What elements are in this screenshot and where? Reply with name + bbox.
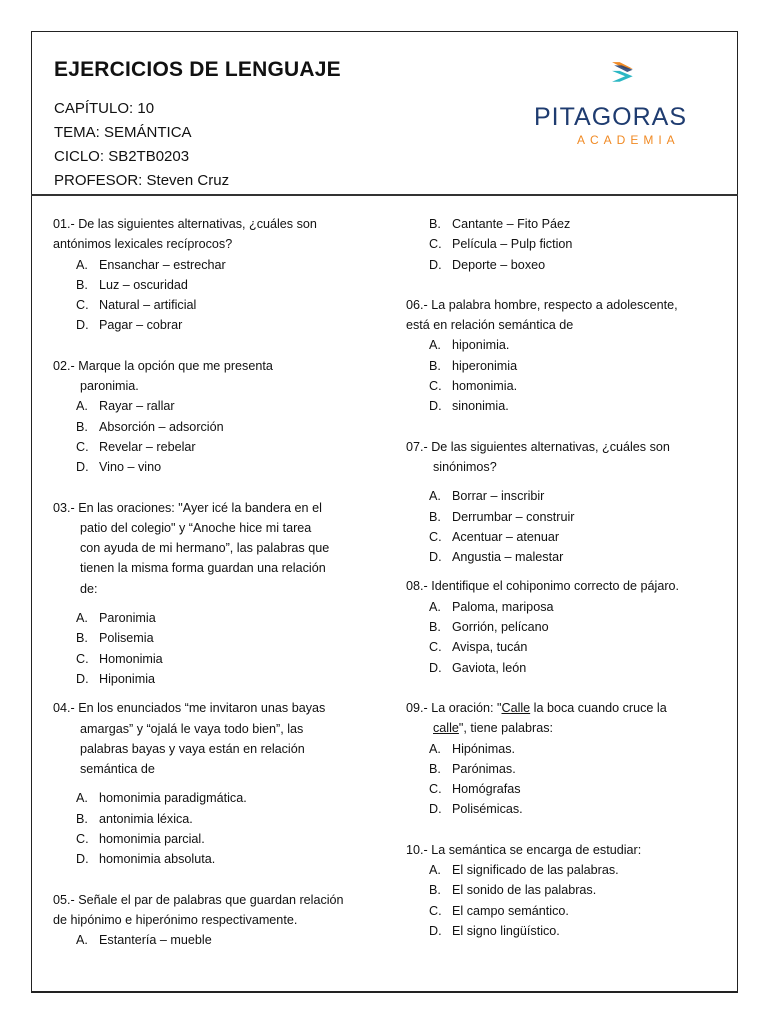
option-letter: D. [429, 257, 442, 272]
question-5-continued [406, 214, 715, 275]
option-text: homonimia. [452, 379, 518, 394]
option-letter: C. [429, 903, 442, 918]
option-text: Angustia – malestar [452, 550, 564, 565]
option-b[interactable] [406, 214, 715, 234]
option-text: hiponimia. [452, 338, 510, 353]
option-text: Gorrión, pelícano [452, 620, 549, 635]
cycle-line [54, 148, 189, 165]
option-b[interactable] [53, 809, 362, 829]
option-b[interactable] [53, 417, 362, 437]
question-9 [406, 698, 715, 820]
option-b[interactable] [406, 507, 715, 527]
option-text: Absorción – adsorción [99, 419, 224, 434]
option-letter: A. [429, 599, 441, 614]
topic-label: TEMA: [54, 124, 100, 141]
question-text: palabras bayas y vaya están en relación [80, 741, 305, 756]
question-text: 10.- La semántica se encarga de estudiar: [406, 842, 642, 857]
question-text: 06.- La palabra hombre, respecto a adolescente, [406, 297, 678, 312]
page-title: EJERCICIOS DE LENGUAJE [54, 58, 341, 81]
left-column [53, 214, 362, 951]
question-8 [406, 576, 715, 677]
option-letter: D. [76, 318, 89, 333]
option-d[interactable] [406, 921, 715, 941]
option-d[interactable] [406, 396, 715, 416]
option-text: Vino – vino [99, 460, 162, 475]
question-text: 04.- En los enunciados “me invitaron unas bayas [53, 701, 326, 716]
logo-name: PITAGORAS [534, 103, 688, 131]
option-letter: D. [429, 660, 442, 675]
option-b[interactable] [53, 628, 362, 648]
option-a[interactable] [53, 608, 362, 628]
option-letter: A. [429, 489, 441, 504]
option-letter: A. [76, 611, 88, 626]
option-d[interactable] [406, 799, 715, 819]
question-text: de: [80, 581, 98, 596]
option-text: El campo semántico. [452, 903, 569, 918]
option-text: sinonimia. [452, 399, 509, 414]
question-text: 08.- Identifique el cohiponimo correcto de pájaro. [406, 579, 680, 594]
cycle-label: CICLO: [54, 148, 105, 165]
topic-value: SEMÁNTICA [104, 124, 192, 141]
option-d[interactable] [53, 457, 362, 477]
option-text: Estantería – mueble [99, 933, 212, 948]
chapter-line [54, 100, 154, 117]
option-letter: D. [429, 802, 442, 817]
option-text: Hipónimas. [452, 741, 515, 756]
option-c[interactable] [53, 437, 362, 457]
question-7 [406, 437, 715, 568]
chapter-label: CAPÍTULO: [54, 100, 134, 117]
teacher-value: Steven Cruz [146, 172, 230, 189]
option-letter: D. [429, 923, 442, 938]
option-a[interactable] [406, 739, 715, 759]
option-letter: B. [429, 620, 441, 635]
question-3 [53, 498, 362, 690]
option-letter: B. [429, 883, 441, 898]
option-letter: A. [76, 791, 88, 806]
option-letter: B. [76, 811, 88, 826]
question-text: amargas” y “ojalá le vaya todo bien”, las [80, 721, 304, 736]
option-c[interactable] [406, 901, 715, 921]
option-d[interactable] [406, 255, 715, 275]
option-text: Revelar – rebelar [99, 439, 196, 454]
option-text: Película – Pulp fiction [452, 237, 573, 252]
option-b[interactable] [406, 759, 715, 779]
option-letter: C. [76, 832, 89, 847]
option-text: Homógrafas [452, 782, 521, 797]
option-text: Cantante – Fito Páez [452, 217, 571, 231]
option-text: El sonido de las palabras. [452, 883, 597, 898]
option-letter: D. [429, 550, 442, 565]
question-text: 01.- De las siguientes alternativas, ¿cuáles son [53, 217, 317, 231]
question-text: 07.- De las siguientes alternativas, ¿cuáles son [406, 439, 670, 454]
option-letter: B. [76, 631, 88, 646]
question-text: patio del colegio" y “Anoche hice mi tarea [80, 520, 312, 535]
option-letter: D. [76, 671, 89, 686]
option-letter: D. [76, 852, 89, 867]
right-column [406, 214, 715, 941]
option-b[interactable] [53, 275, 362, 295]
option-d[interactable] [53, 669, 362, 689]
option-text: Gaviota, león [452, 660, 527, 675]
option-a[interactable] [406, 860, 715, 880]
option-text: Derrumbar – construir [452, 509, 575, 524]
option-d[interactable] [406, 547, 715, 567]
option-letter: A. [76, 933, 88, 948]
option-text: Avispa, tucán [452, 640, 528, 655]
question-text: 03.- En las oraciones: "Ayer icé la bandera en el [53, 500, 322, 515]
option-b[interactable] [406, 880, 715, 900]
header-divider [31, 194, 738, 196]
option-letter: B. [429, 761, 441, 776]
chapter-value: 10 [137, 100, 155, 117]
question-10 [406, 840, 715, 941]
option-letter: D. [429, 399, 442, 414]
option-letter: A. [429, 741, 441, 756]
option-letter: B. [76, 277, 88, 292]
option-c[interactable] [53, 829, 362, 849]
question-2 [53, 356, 362, 478]
option-letter: A. [429, 863, 441, 878]
option-text: Natural – artificial [99, 298, 197, 313]
option-a[interactable] [406, 597, 715, 617]
option-letter: C. [429, 379, 442, 394]
question-1 [53, 214, 362, 336]
question-text: sinónimos? [433, 459, 497, 474]
option-letter: C. [76, 651, 89, 666]
option-c[interactable] [406, 637, 715, 657]
question-4 [53, 698, 362, 869]
question-text: paronimia. [80, 379, 139, 394]
option-b[interactable] [406, 356, 715, 376]
option-a[interactable] [53, 930, 362, 950]
option-a[interactable] [53, 255, 362, 275]
question-text-part: ", tiene palabras: [458, 721, 553, 736]
option-text: homonimia parcial. [99, 832, 205, 847]
teacher-label: PROFESOR: [54, 172, 143, 189]
bottom-divider [31, 991, 738, 993]
option-text: Homonimia [99, 651, 163, 666]
question-text: está en relación semántica de [406, 318, 574, 333]
logo-subtitle: ACADEMIA [577, 133, 680, 147]
question-text: semántica de [80, 762, 155, 777]
option-letter: C. [429, 782, 442, 797]
question-text: con ayuda de mi hermano”, las palabras que [80, 541, 330, 556]
question-text: 05.- Señale el par de palabras que guardan relación [53, 892, 344, 907]
option-text: Ensanchar – estrechar [99, 257, 226, 272]
option-a[interactable] [53, 788, 362, 808]
question-text: de hipónimo e hiperónimo respectivamente. [53, 912, 298, 927]
question-text-part: 09.- La oración: " [406, 700, 502, 715]
option-b[interactable] [406, 617, 715, 637]
option-text: Paloma, mariposa [452, 599, 554, 614]
option-letter: A. [76, 257, 88, 272]
option-a[interactable] [406, 486, 715, 506]
option-c[interactable] [53, 295, 362, 315]
option-letter: B. [429, 217, 441, 231]
option-letter: B. [429, 509, 441, 524]
option-a[interactable] [406, 335, 715, 355]
option-letter: A. [76, 399, 88, 414]
question-6 [406, 295, 715, 417]
option-text: Rayar – rallar [99, 399, 175, 414]
option-letter: C. [76, 298, 89, 313]
option-text: Deporte – boxeo [452, 257, 546, 272]
question-text: antónimos lexicales recíprocos? [53, 237, 233, 252]
option-text: Borrar – inscribir [452, 489, 545, 504]
option-c[interactable] [406, 779, 715, 799]
option-text: Hiponimia [99, 671, 155, 686]
question-text [406, 698, 715, 718]
underlined-word: calle [433, 721, 459, 736]
option-text: Luz – oscuridad [99, 277, 188, 292]
option-letter: A. [429, 338, 441, 353]
option-text: Acentuar – atenuar [452, 529, 560, 544]
option-a[interactable] [53, 396, 362, 416]
underlined-word: Calle [501, 700, 531, 715]
option-text: Polisémicas. [452, 802, 523, 817]
option-text: El signo lingüístico. [452, 923, 560, 938]
topic-line [54, 124, 192, 141]
option-text: homonimia paradigmática. [99, 791, 247, 806]
option-letter: C. [429, 237, 442, 252]
option-text: Polisemia [99, 631, 154, 646]
option-letter: C. [429, 529, 442, 544]
question-5 [53, 890, 362, 951]
option-letter: D. [76, 460, 89, 475]
option-text: hiperonimia [452, 358, 518, 373]
option-d[interactable] [53, 849, 362, 869]
option-text: antonimia léxica. [99, 811, 193, 826]
option-c[interactable] [406, 527, 715, 547]
option-text: Pagar – cobrar [99, 318, 183, 333]
question-text-part: la boca cuando cruce la [530, 700, 667, 715]
option-c[interactable] [406, 234, 715, 254]
option-text: homonimia absoluta. [99, 852, 216, 867]
question-text [406, 718, 715, 738]
option-text: Paronimia [99, 611, 156, 626]
option-d[interactable] [406, 658, 715, 678]
teacher-line [54, 172, 229, 189]
option-d[interactable] [53, 315, 362, 335]
question-text: tienen la misma forma guardan una relación [80, 561, 326, 576]
question-text: 02.- Marque la opción que me presenta [53, 358, 273, 373]
option-text: Parónimas. [452, 761, 516, 776]
option-c[interactable] [53, 649, 362, 669]
option-letter: C. [429, 640, 442, 655]
option-text: El significado de las palabras. [452, 863, 619, 878]
cycle-value: SB2TB0203 [108, 148, 190, 165]
option-letter: B. [76, 419, 88, 434]
option-c[interactable] [406, 376, 715, 396]
option-letter: C. [76, 439, 89, 454]
option-letter: B. [429, 358, 441, 373]
